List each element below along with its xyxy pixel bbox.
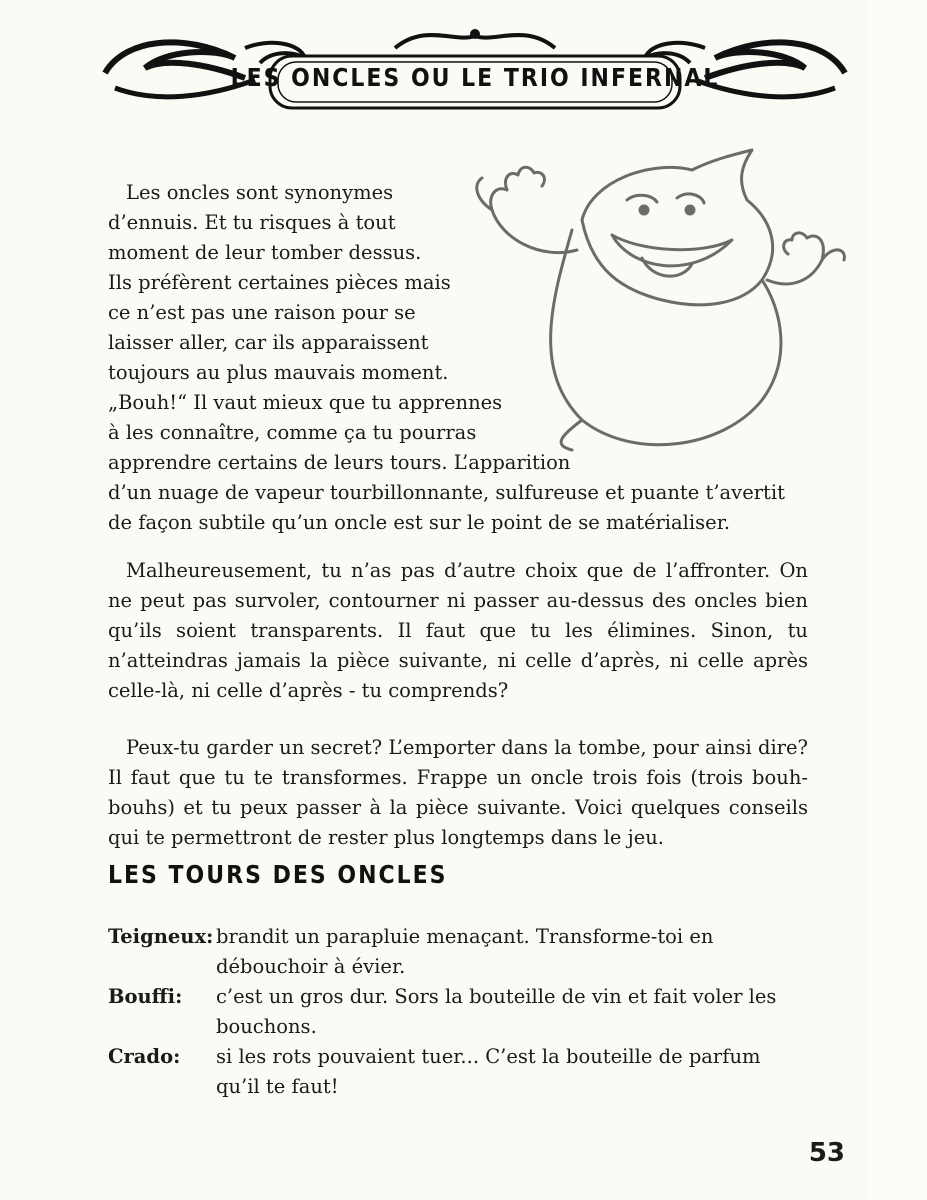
tip-name: Teigneux: <box>108 925 214 948</box>
chapter-header <box>95 18 855 128</box>
intro-line: d’un nuage de vapeur tourbillonnante, sulfureuse et puante t’avertit <box>108 481 785 504</box>
intro-paragraph <box>108 178 808 538</box>
tip-name: Bouffi: <box>108 985 183 1008</box>
intro-line: toujours au plus mauvais moment. <box>108 361 449 384</box>
intro-line: apprendre certains de leurs tours. L’apparition <box>108 451 571 474</box>
intro-line: de façon subtile qu’un oncle est sur le point de se matérialiser. <box>108 511 731 534</box>
section-title: LES TOURS DES ONCLES <box>108 861 448 890</box>
tip-text: si les rots pouvaient tuer... C’est la bouteille de parfum qu’il te faut! <box>216 1045 761 1098</box>
tip-item <box>108 922 808 982</box>
intro-line: moment de leur tomber dessus. <box>108 241 422 264</box>
intro-line: ce n’est pas une raison pour se <box>108 301 416 324</box>
intro-line: Ils préfèrent certaines pièces mais <box>108 271 451 294</box>
intro-line: „Bouh!“ Il vaut mieux que tu apprennes <box>108 391 503 414</box>
tip-name: Crado: <box>108 1045 181 1068</box>
uncle-tips-list <box>108 922 808 1102</box>
intro-line: à les connaître, comme ça tu pourras <box>108 421 477 444</box>
chapter-title: LES ONCLES OU LE TRIO INFERNAL <box>230 64 720 93</box>
paragraph-confront: Malheureusement, tu n’as pas d’autre choix que de l’affronter. On ne peut pas survoler, contourner ni passer au-dessus des oncles bien qu’ils soient transparents. Il faut que tu les élimines. Sinon, tu n’atteindras jamais la pièce suivante, ni celle d’après, ni celle après celle-là, ni celle d’après - tu comprends? <box>108 559 808 702</box>
tip-item <box>108 982 808 1042</box>
paragraph-secret: Peux-tu garder un secret? L’emporter dans la tombe, pour ainsi dire? Il faut que tu te transformes. Frappe un oncle trois fois (trois bouh-bouhs) et tu peux passer à la pièce suivante. Voici quelques conseils qui te permettront de rester plus longtemps dans le jeu. <box>108 736 808 849</box>
tip-item <box>108 1042 808 1102</box>
tip-text: c’est un gros dur. Sors la bouteille de vin et fait voler les bouchons. <box>216 985 777 1038</box>
tip-text: brandit un parapluie menaçant. Transforme-toi en débouchoir à évier. <box>216 925 714 978</box>
intro-line: d’ennuis. Et tu risques à tout <box>108 211 396 234</box>
page-edge <box>867 0 927 1200</box>
page-number: 53 <box>808 1138 845 1168</box>
intro-line: Les oncles sont synonymes <box>126 181 394 204</box>
intro-line: laisser aller, car ils apparaissent <box>108 331 429 354</box>
